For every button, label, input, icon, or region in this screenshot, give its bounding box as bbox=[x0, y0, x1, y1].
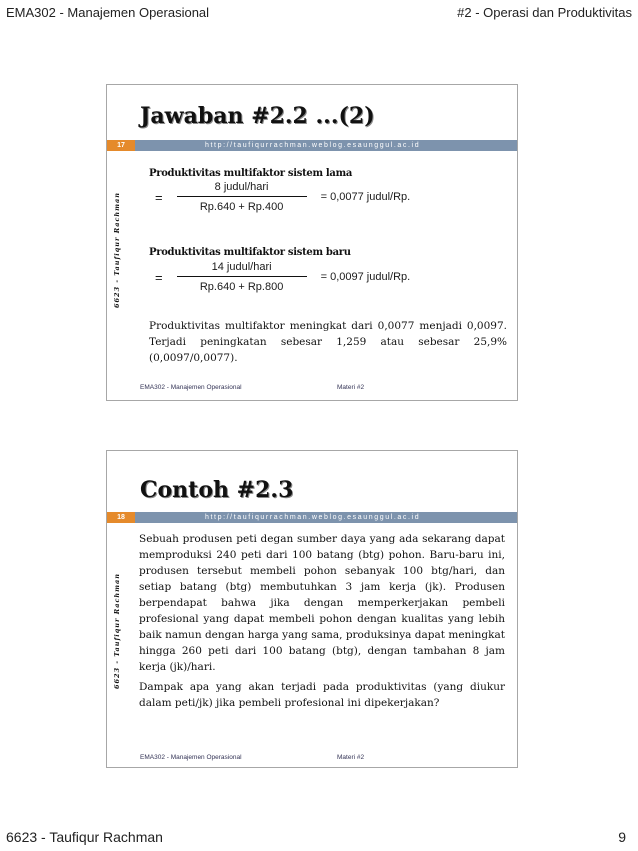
numerator: 14 judul/hari bbox=[211, 261, 272, 273]
page-header-topic: #2 - Operasi dan Produktivitas bbox=[457, 5, 632, 20]
side-author-label: 6623 - Taufiqur Rachman bbox=[113, 573, 121, 689]
slide-title: Jawaban #2.2 ...(2) bbox=[140, 103, 375, 129]
page-number: 9 bbox=[618, 829, 626, 845]
slide-footer-course: EMA302 - Manajemen Operasional bbox=[140, 384, 242, 391]
page-footer-author: 6623 - Taufiqur Rachman bbox=[6, 829, 163, 845]
slide-title: Contoh #2.3 bbox=[140, 477, 294, 503]
fraction bbox=[177, 261, 307, 293]
old-system-equation bbox=[155, 181, 410, 213]
side-author-label: 6623 - Taufiqur Rachman bbox=[113, 192, 121, 308]
slide-header-bar bbox=[107, 140, 517, 151]
equation-result: = 0,0077 judul/Rp. bbox=[320, 191, 411, 203]
fraction bbox=[177, 181, 307, 213]
slide-number: 18 bbox=[107, 512, 135, 523]
slide-footer-materi: Materi #2 bbox=[337, 384, 365, 391]
slide-footer-course: EMA302 - Manajemen Operasional bbox=[140, 754, 242, 761]
slide-url: http://taufiqurrachman.weblog.esaunggul.ac.id bbox=[205, 142, 421, 149]
problem-paragraph: Sebuah produsen peti degan sumber daya yang ada sekarang dapat memproduksi 240 peti dari 100 batang (btg) pohon. Baru-baru ini, produsen tersebut membeli pohon sebanyak 100 btg/hari, dan setiap batang (btg) membutuhkan 3 jam kerja (jk). Produsen berpendapat bahwa jika dengan memperkerjakan pembeli profesional yang dapat membeli pohon dengan kualitas yang lebih baik namun dengan harga yang sama, produksinya dapat meningkat hingga 260 peti dari 100 batang (btg), dengan tambahan 8 jam kerja (jk)/hari. bbox=[139, 533, 505, 673]
question-paragraph: Dampak apa yang akan terjadi pada produktivitas (yang diukur dalam peti/jk) jika pembeli profesional ini dipekerjakan? bbox=[139, 681, 505, 709]
page-header-course: EMA302 - Manajemen Operasional bbox=[6, 5, 210, 20]
denominator: Rp.640 + Rp.800 bbox=[199, 281, 284, 293]
equals-sign: = bbox=[155, 269, 163, 285]
conclusion-text: Produktivitas multifaktor meningkat dari 0,0077 menjadi 0,0097. Terjadi peningkatan sebesar 1,259 atau sebesar 25,9% (0,0097/0,0077). bbox=[149, 320, 507, 364]
new-system-equation bbox=[155, 261, 410, 293]
slide-footer-materi: Materi #2 bbox=[337, 754, 365, 761]
equals-sign: = bbox=[155, 189, 163, 205]
old-system-heading: Produktivitas multifaktor sistem lama bbox=[149, 168, 353, 179]
numerator: 8 judul/hari bbox=[214, 181, 269, 193]
slide-url: http://taufiqurrachman.weblog.esaunggul.ac.id bbox=[205, 514, 421, 521]
equation-result: = 0,0097 judul/Rp. bbox=[320, 271, 411, 283]
slide-18 bbox=[106, 450, 518, 768]
slide-number: 17 bbox=[107, 140, 135, 151]
new-system-heading: Produktivitas multifaktor sistem baru bbox=[149, 247, 351, 258]
denominator: Rp.640 + Rp.400 bbox=[199, 201, 284, 213]
slide-17 bbox=[106, 84, 518, 401]
slide-header-bar bbox=[107, 512, 517, 523]
